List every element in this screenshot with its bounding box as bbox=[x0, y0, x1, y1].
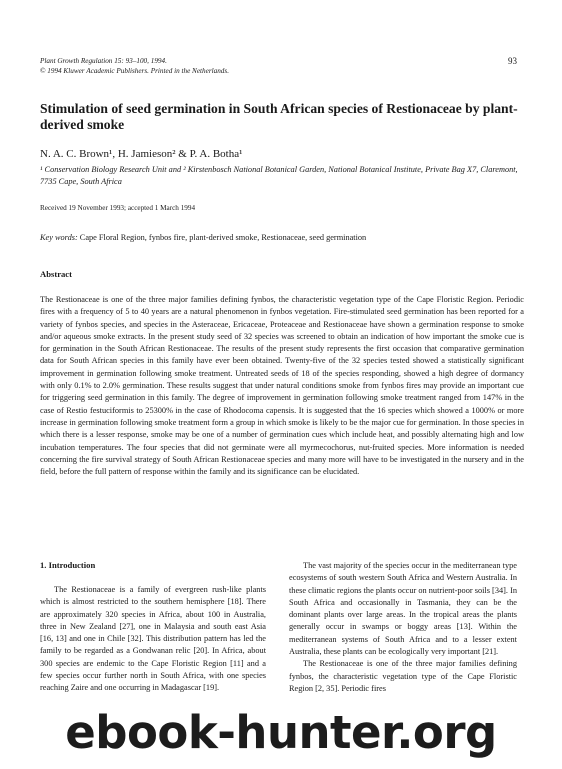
intro-paragraph-3: The Restionaceae is one of the three major families defining fynbos, the characteristic vegetation type of the Cape Floristic Region [2, 35]. Periodic fires bbox=[289, 659, 517, 693]
article-title: Stimulation of seed germination in South African species of Restionaceae by plant-derived smoke bbox=[40, 101, 518, 132]
introduction-column-1 bbox=[40, 584, 266, 695]
abstract-text: The Restionaceae is one of the three major families defining fynbos, the characteristic vegetation type of the Cape Floristic Region. Periodic fires with a frequency of 5 to 40 years are a natural phenomenon in fynbos vegetation. Fire-stimulated seed germination has been reported for a variety of fynbos species, and species in the Asteraceae, Ericaceae, Proteaceae and Restionaceae have shown a germination response to smoke and/or aqueous smoke extracts. In the present study seed of 32 species was screened to obtain an indication of how important the smoke cue is for germination in the South African Restionaceae. The results of the present study represents the first occasion that comparative germination data for South African species in this family have ever been obtained. Twenty-five of the 32 species tested showed a statistically significant improvement in germination following smoke treatment. Untreated seeds of 18 of the species responding, showed a high degree of dormancy with only 0.1% to 2.0% germination. These results suggest that under natural conditions smoke from fynbos fires may provide an important cue for triggering seed germination in this family. The degree of improvement in germination following smoke treatment ranged from 147% in the case of Restio festuciformis to 25300% in the case of Rhodocoma capensis. It is suggested that the 16 species which showed a 1000% or more increase in germination following smoke treatment form a group in which smoke is likely to be the major cue for germination. In those species in which there is a lesser response, smoke may be one of a number of germination cues which include heat, and possibly alternating high and low incubation temperatures. The four species that did not germinate were all myrmecochorus, nut-fruited species. More information is needed concerning the fire survival strategy of South African Restionaceae species and many more will have to be investigated in the nursery and in the field, before the full pattern of response within the family and its significance can be elucidated. bbox=[40, 295, 524, 477]
page-number: 93 bbox=[508, 56, 517, 66]
intro-paragraph-1: The Restionaceae is a family of evergreen rush-like plants which is almost restricted to the southern hemisphere [18]. There are approximately 320 species in Africa, about 100 in Australia, three in New Zealand [27], one in Malaysia and south east Asia [16, 13] and one in Chile [32]. This distribution pattern has led the family to be regarded as a Gondwanan relic [20]. In Africa, about 300 species are endemic to the Cape Floristic Region [11] and a few species occur further north in South Africa, with one species reaching Zaire and one occurring in Madagascar [19]. bbox=[40, 585, 266, 693]
received-dates: Received 19 November 1993; accepted 1 March 1994 bbox=[40, 204, 196, 212]
introduction-heading: 1. Introduction bbox=[40, 560, 96, 570]
journal-citation bbox=[40, 56, 229, 76]
introduction-column-2 bbox=[289, 560, 517, 695]
journal-line-2: © 1994 Kluwer Academic Publishers. Printed in the Netherlands. bbox=[40, 67, 229, 75]
keywords bbox=[40, 233, 520, 242]
author-affiliation: ¹ Conservation Biology Research Unit and ² Kirstenbosch National Botanical Garden, National Botanical Institute, Private Bag X7, Claremont, 7735 Cape, South Africa bbox=[40, 165, 518, 186]
journal-line-1: Plant Growth Regulation 15: 93–100, 1994. bbox=[40, 57, 167, 65]
keywords-label: Key words: bbox=[40, 233, 78, 242]
watermark-text: ebook-hunter.org bbox=[65, 706, 497, 759]
keywords-list: Cape Floral Region, fynbos fire, plant-derived smoke, Restionaceae, seed germination bbox=[79, 233, 367, 242]
abstract-heading: Abstract bbox=[40, 269, 72, 279]
author-list: N. A. C. Brown¹, H. Jamieson² & P. A. Botha¹ bbox=[40, 148, 243, 160]
intro-paragraph-2: The vast majority of the species occur in the mediterranean type ecosystems of south western South Africa and Western Australia. In these climatic regions the plants occur on nutrient-poor soils [34]. In South Africa and occasionally in Tasmania, they can be the dominant plants over large areas. In the tropical areas the plants generally occur in swamps or boggy areas [13]. Within the mediterranean systems of South Africa and to a lesser extent Australia, these plants can be ecologically very important [21]. bbox=[289, 561, 517, 657]
